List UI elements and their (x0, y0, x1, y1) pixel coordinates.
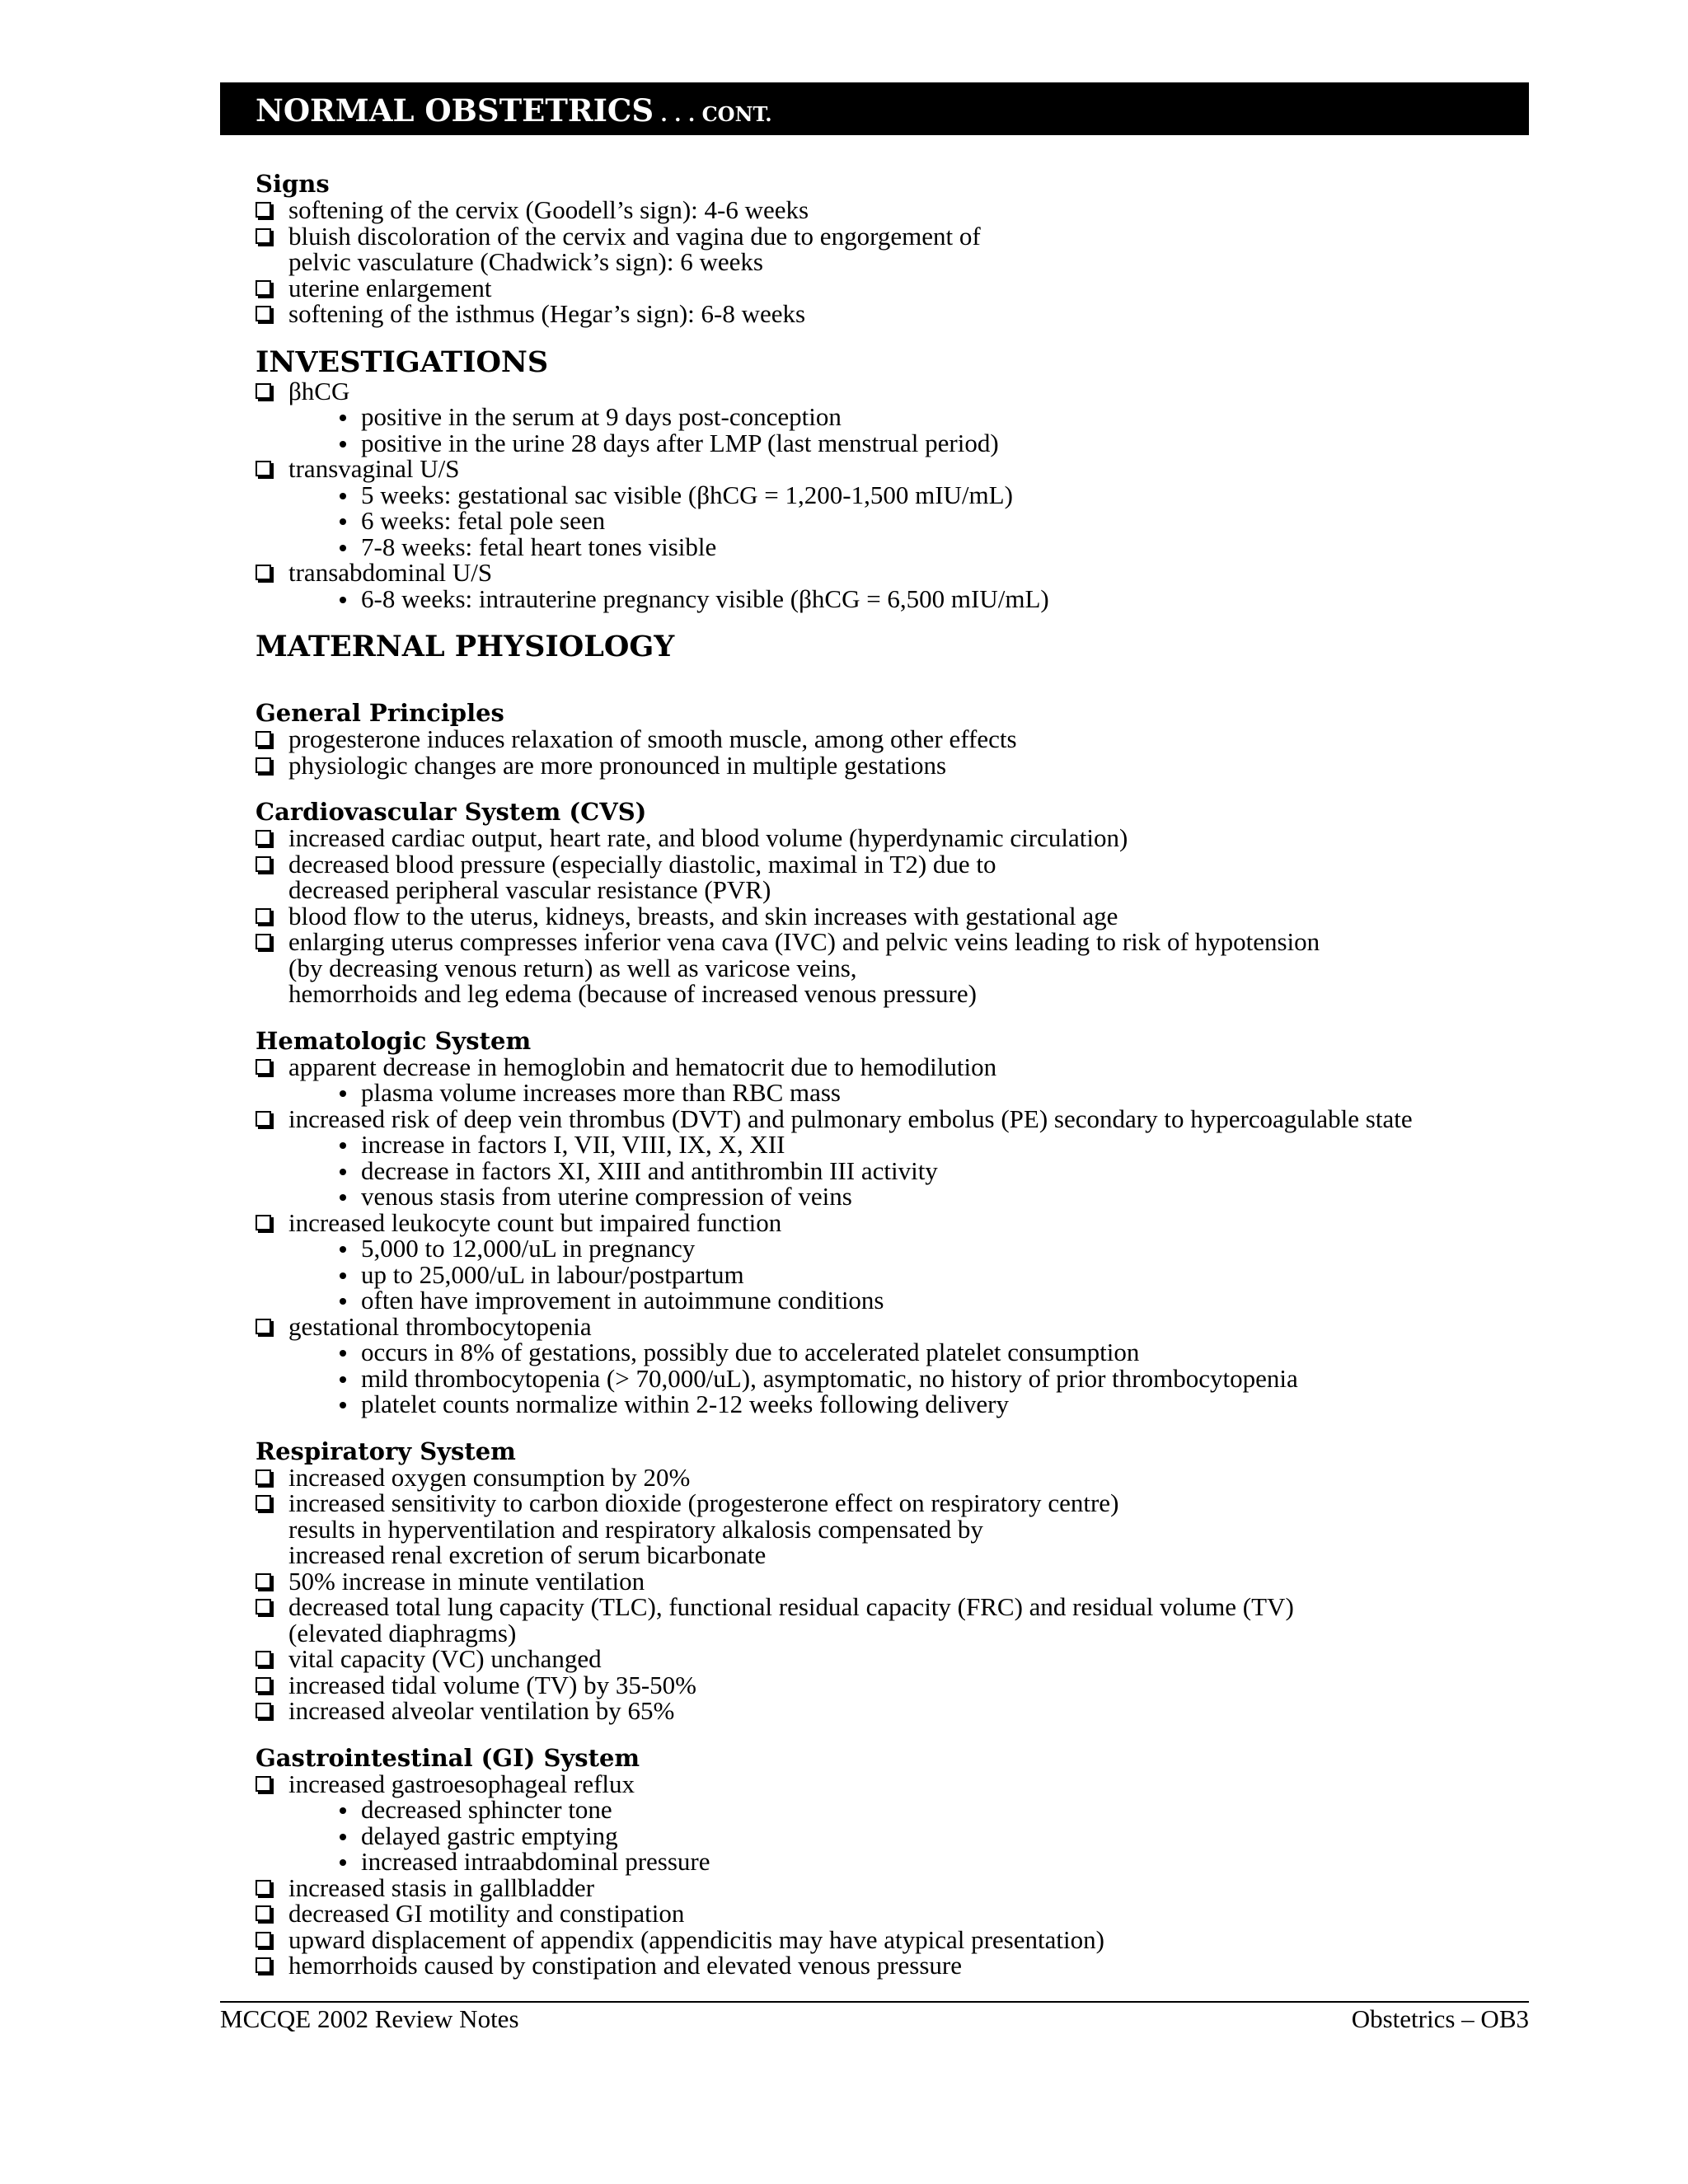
item-text: often have improvement in autoimmune conditions (361, 1286, 884, 1315)
subsection-heading: General Principles (256, 699, 504, 727)
section-gap (256, 327, 1541, 347)
bullet-item (256, 1797, 1541, 1823)
bullet-item (256, 1849, 1541, 1875)
bullet-icon (340, 545, 346, 551)
checkbox-icon (256, 306, 271, 321)
bullet-icon (340, 441, 346, 448)
item-text: 6-8 weeks: intrauterine pregnancy visible (βhCG = 6,500 mIU/mL) (361, 583, 1049, 613)
item-text: decreased sphincter tone (361, 1795, 612, 1824)
item-text: (by decreasing venous return) as well as varicose veins, (288, 953, 857, 982)
checkbox-item (256, 1952, 1541, 1979)
checkbox-icon (256, 856, 271, 872)
footer-rule (220, 2001, 1529, 2003)
bullet-item (256, 1235, 1541, 1262)
item-text: increased oxygen consumption by 20% (288, 1462, 691, 1492)
item-text: 5,000 to 12,000/uL in pregnancy (361, 1234, 696, 1263)
item-text: decreased total lung capacity (TLC), functional residual capacity (FRC) and residual volume (TV) (288, 1592, 1294, 1621)
section-gap (256, 1007, 1541, 1029)
item-text: uterine enlargement (288, 273, 492, 302)
checkbox-icon (256, 1111, 271, 1127)
checkbox-icon (256, 1677, 271, 1693)
bullet-icon (340, 1194, 346, 1201)
checkbox-icon (256, 383, 271, 399)
checkbox-item (256, 378, 1541, 405)
bullet-icon (340, 1834, 346, 1840)
bullet-item (256, 1259, 1541, 1289)
checkbox-icon (256, 1880, 271, 1896)
checkbox-item (256, 1462, 1541, 1492)
checkbox-icon (256, 1905, 271, 1921)
continuation-line (256, 955, 1541, 982)
bullet-item (256, 404, 1541, 430)
checkbox-icon (256, 731, 271, 747)
section-gap (256, 1418, 1541, 1439)
item-text: increased stasis in gallbladder (288, 1872, 595, 1902)
checkbox-icon (256, 1215, 271, 1230)
item-text: positive in the urine 28 days after LMP (last menstrual period) (361, 428, 999, 457)
checkbox-icon (256, 1059, 271, 1075)
item-text: 6 weeks: fetal pole seen (361, 506, 606, 535)
item-text: transvaginal U/S (288, 454, 460, 483)
checkbox-icon (256, 1776, 271, 1792)
bullet-item (256, 1183, 1541, 1210)
continuation-line (256, 981, 1541, 1007)
item-text: gestational thrombocytopenia (288, 1311, 592, 1341)
subsection-heading: Cardiovascular System (CVS) (256, 798, 647, 826)
bullet-item (256, 1363, 1541, 1393)
bullet-icon (340, 1246, 346, 1253)
item-text: increased gastroesophageal reflux (288, 1769, 635, 1798)
item-text: decrease in factors XI, XIII and antithrombin III activity (361, 1155, 938, 1185)
bullet-icon (340, 1350, 346, 1357)
section (256, 1026, 1541, 1418)
section (256, 1436, 1541, 1725)
continuation-line (256, 1516, 1541, 1543)
page-title-suffix: . . . CONT. (654, 102, 772, 126)
bullet-icon (340, 1298, 346, 1305)
bullet-item (256, 1391, 1541, 1418)
checkbox-item (256, 456, 1541, 482)
checkbox-item (256, 825, 1541, 851)
checkbox-icon (256, 280, 271, 296)
item-text: hemorrhoids caused by constipation and elevated venous pressure (288, 1951, 962, 1980)
item-text: positive in the serum at 9 days post-conception (361, 402, 842, 431)
checkbox-item (256, 851, 1541, 878)
item-text: upward displacement of appendix (appendicitis may have atypical presentation) (288, 1924, 1104, 1954)
bullet-icon (340, 597, 346, 603)
item-text: plasma volume increases more than RBC mass (361, 1078, 841, 1107)
bullet-icon (340, 1376, 346, 1383)
section (256, 631, 1541, 679)
continuation-line (256, 1542, 1541, 1568)
bullet-icon (340, 493, 346, 499)
item-text: bluish discoloration of the cervix and vagina due to engorgement of (288, 221, 981, 251)
bullet-item (256, 583, 1541, 613)
item-text: mild thrombocytopenia (> 70,000/uL), asymptomatic, no history of prior thrombocytopenia (361, 1363, 1298, 1393)
checkbox-item (256, 752, 1541, 779)
item-text: vital capacity (VC) unchanged (288, 1644, 602, 1673)
item-text: decreased GI motility and constipation (288, 1899, 685, 1928)
checkbox-icon (256, 1573, 271, 1589)
section-gap (256, 612, 1541, 631)
item-text: progesterone induces relaxation of smooth muscle, among other effects (288, 724, 1017, 753)
bullet-item (256, 1339, 1541, 1366)
checkbox-icon (256, 228, 271, 244)
section-heading: MATERNAL PHYSIOLOGY (256, 630, 675, 663)
item-text: venous stasis from uterine compression of veins (361, 1182, 852, 1211)
continuation-line (256, 249, 1541, 275)
checkbox-icon (256, 1932, 271, 1947)
checkbox-item (256, 929, 1541, 955)
item-text: pelvic vasculature (Chadwick’s sign): 6 weeks (288, 247, 763, 276)
item-text: results in hyperventilation and respiratory alkalosis compensated by (288, 1514, 983, 1544)
item-text: increased alveolar ventilation by 65% (288, 1696, 675, 1725)
checkbox-item (256, 275, 1541, 302)
bullet-icon (340, 1272, 346, 1279)
bullet-icon (340, 1169, 346, 1175)
checkbox-icon (256, 908, 271, 924)
checkbox-icon (256, 461, 271, 476)
item-text: (elevated diaphragms) (288, 1618, 517, 1647)
page-title-text: NORMAL OBSTETRICS (256, 92, 654, 129)
checkbox-icon (256, 1599, 271, 1615)
item-text: increase in factors I, VII, VIII, IX, X, XII (361, 1130, 785, 1159)
footer-right: Obstetrics – OB3 (1351, 2004, 1529, 2033)
checkbox-item (256, 1311, 1541, 1341)
checkbox-icon (256, 1469, 271, 1485)
continuation-line (256, 1620, 1541, 1647)
subsection-heading: Gastrointestinal (GI) System (256, 1743, 640, 1772)
checkbox-item (256, 1924, 1541, 1954)
section (256, 1743, 1541, 1980)
checkbox-item (256, 1054, 1541, 1080)
checkbox-item (256, 1106, 1541, 1132)
item-text: occurs in 8% of gestations, possibly due to accelerated platelet consumption (361, 1338, 1140, 1366)
bullet-icon (340, 1807, 346, 1814)
section (256, 171, 1541, 327)
bullet-item (256, 1823, 1541, 1849)
checkbox-icon (256, 1703, 271, 1718)
checkbox-item (256, 1207, 1541, 1237)
item-text: increased intraabdominal pressure (361, 1847, 710, 1876)
checkbox-item (256, 1594, 1541, 1620)
item-text: enlarging uterus compresses inferior vena cava (IVC) and pelvic veins leading to risk of hypotension (288, 927, 1320, 956)
subsection-heading: Hematologic System (256, 1026, 532, 1055)
checkbox-item (256, 1490, 1541, 1516)
continuation-line (256, 877, 1541, 903)
checkbox-icon (256, 757, 271, 773)
item-text: decreased blood pressure (especially diastolic, maximal in T2) due to (288, 849, 996, 879)
section-gap (256, 778, 1541, 799)
section (256, 344, 1541, 613)
bullet-icon (340, 1142, 346, 1149)
bullet-item (256, 482, 1541, 509)
bullet-item (256, 508, 1541, 534)
checkbox-item (256, 301, 1541, 327)
bullet-icon (340, 1859, 346, 1866)
item-text: increased cardiac output, heart rate, and blood volume (hyperdynamic circulation) (288, 823, 1128, 852)
checkbox-icon (256, 202, 271, 218)
item-text: up to 25,000/uL in labour/postpartum (361, 1259, 744, 1289)
bullet-icon (340, 415, 346, 421)
checkbox-item (256, 1646, 1541, 1672)
page-title (256, 94, 772, 131)
bullet-item (256, 1155, 1541, 1185)
item-text: blood flow to the uterus, kidneys, breasts, and skin increases with gestational age (288, 901, 1118, 930)
item-text: delayed gastric emptying (361, 1821, 618, 1850)
checkbox-icon (256, 934, 271, 949)
item-text: platelet counts normalize within 2-12 weeks following delivery (361, 1390, 1009, 1418)
bullet-icon (340, 518, 346, 525)
item-text: increased leukocyte count but impaired function (288, 1207, 782, 1237)
checkbox-item (256, 560, 1541, 586)
heading-spacer (256, 663, 1541, 679)
checkbox-item (256, 197, 1541, 223)
item-text: increased renal excretion of serum bicarbonate (288, 1540, 767, 1569)
item-text: increased tidal volume (TV) by 35-50% (288, 1670, 696, 1699)
section-gap (256, 679, 1541, 701)
item-text: decreased peripheral vascular resistance (PVR) (288, 875, 771, 904)
section-heading: INVESTIGATIONS (256, 344, 549, 379)
item-text: increased sensitivity to carbon dioxide (progesterone effect on respiratory centre) (288, 1488, 1119, 1517)
checkbox-icon (256, 1319, 271, 1334)
item-text: softening of the isthmus (Hegar’s sign): 6-8 weeks (288, 299, 806, 328)
footer-left: MCCQE 2002 Review Notes (220, 2004, 519, 2033)
item-text: physiologic changes are more pronounced in multiple gestations (288, 750, 947, 780)
checkbox-item (256, 1698, 1541, 1724)
checkbox-icon (256, 565, 271, 580)
checkbox-item (256, 1771, 1541, 1797)
checkbox-item (256, 1672, 1541, 1699)
checkbox-icon (256, 1495, 271, 1511)
bullet-icon (340, 1090, 346, 1097)
bullet-item (256, 534, 1541, 560)
checkbox-icon (256, 830, 271, 846)
item-text: 50% increase in minute ventilation (288, 1566, 645, 1596)
bullet-item (256, 1287, 1541, 1314)
section (256, 701, 1541, 778)
item-text: βhCG (288, 376, 350, 405)
item-text: increased risk of deep vein thrombus (DVT) and pulmonary embolus (PE) secondary to hypercoagulable state (288, 1104, 1413, 1133)
checkbox-item (256, 223, 1541, 250)
item-text: apparent decrease in hemoglobin and hematocrit due to hemodilution (288, 1052, 997, 1081)
item-text: softening of the cervix (Goodell’s sign): 4-6 weeks (288, 195, 809, 224)
section (256, 799, 1541, 1007)
checkbox-item (256, 726, 1541, 752)
bullet-icon (340, 1402, 346, 1408)
item-text: hemorrhoids and leg edema (because of increased venous pressure) (288, 979, 977, 1008)
subsection-heading: Signs (256, 170, 330, 198)
checkbox-item (256, 1872, 1541, 1902)
item-text: 7-8 weeks: fetal heart tones visible (361, 532, 717, 561)
checkbox-icon (256, 1957, 271, 1973)
content (256, 171, 1541, 1979)
subsection-heading: Respiratory System (256, 1436, 516, 1465)
checkbox-item (256, 903, 1541, 930)
item-text: 5 weeks: gestational sac visible (βhCG = 1,200-1,500 mIU/mL) (361, 480, 1013, 509)
bullet-item (256, 1132, 1541, 1158)
checkbox-icon (256, 1651, 271, 1666)
section-gap (256, 1724, 1541, 1746)
item-text: transabdominal U/S (288, 558, 493, 587)
bullet-item (256, 1080, 1541, 1106)
header-banner (220, 82, 1529, 135)
checkbox-item (256, 1900, 1541, 1927)
bullet-item (256, 430, 1541, 457)
checkbox-item (256, 1568, 1541, 1595)
